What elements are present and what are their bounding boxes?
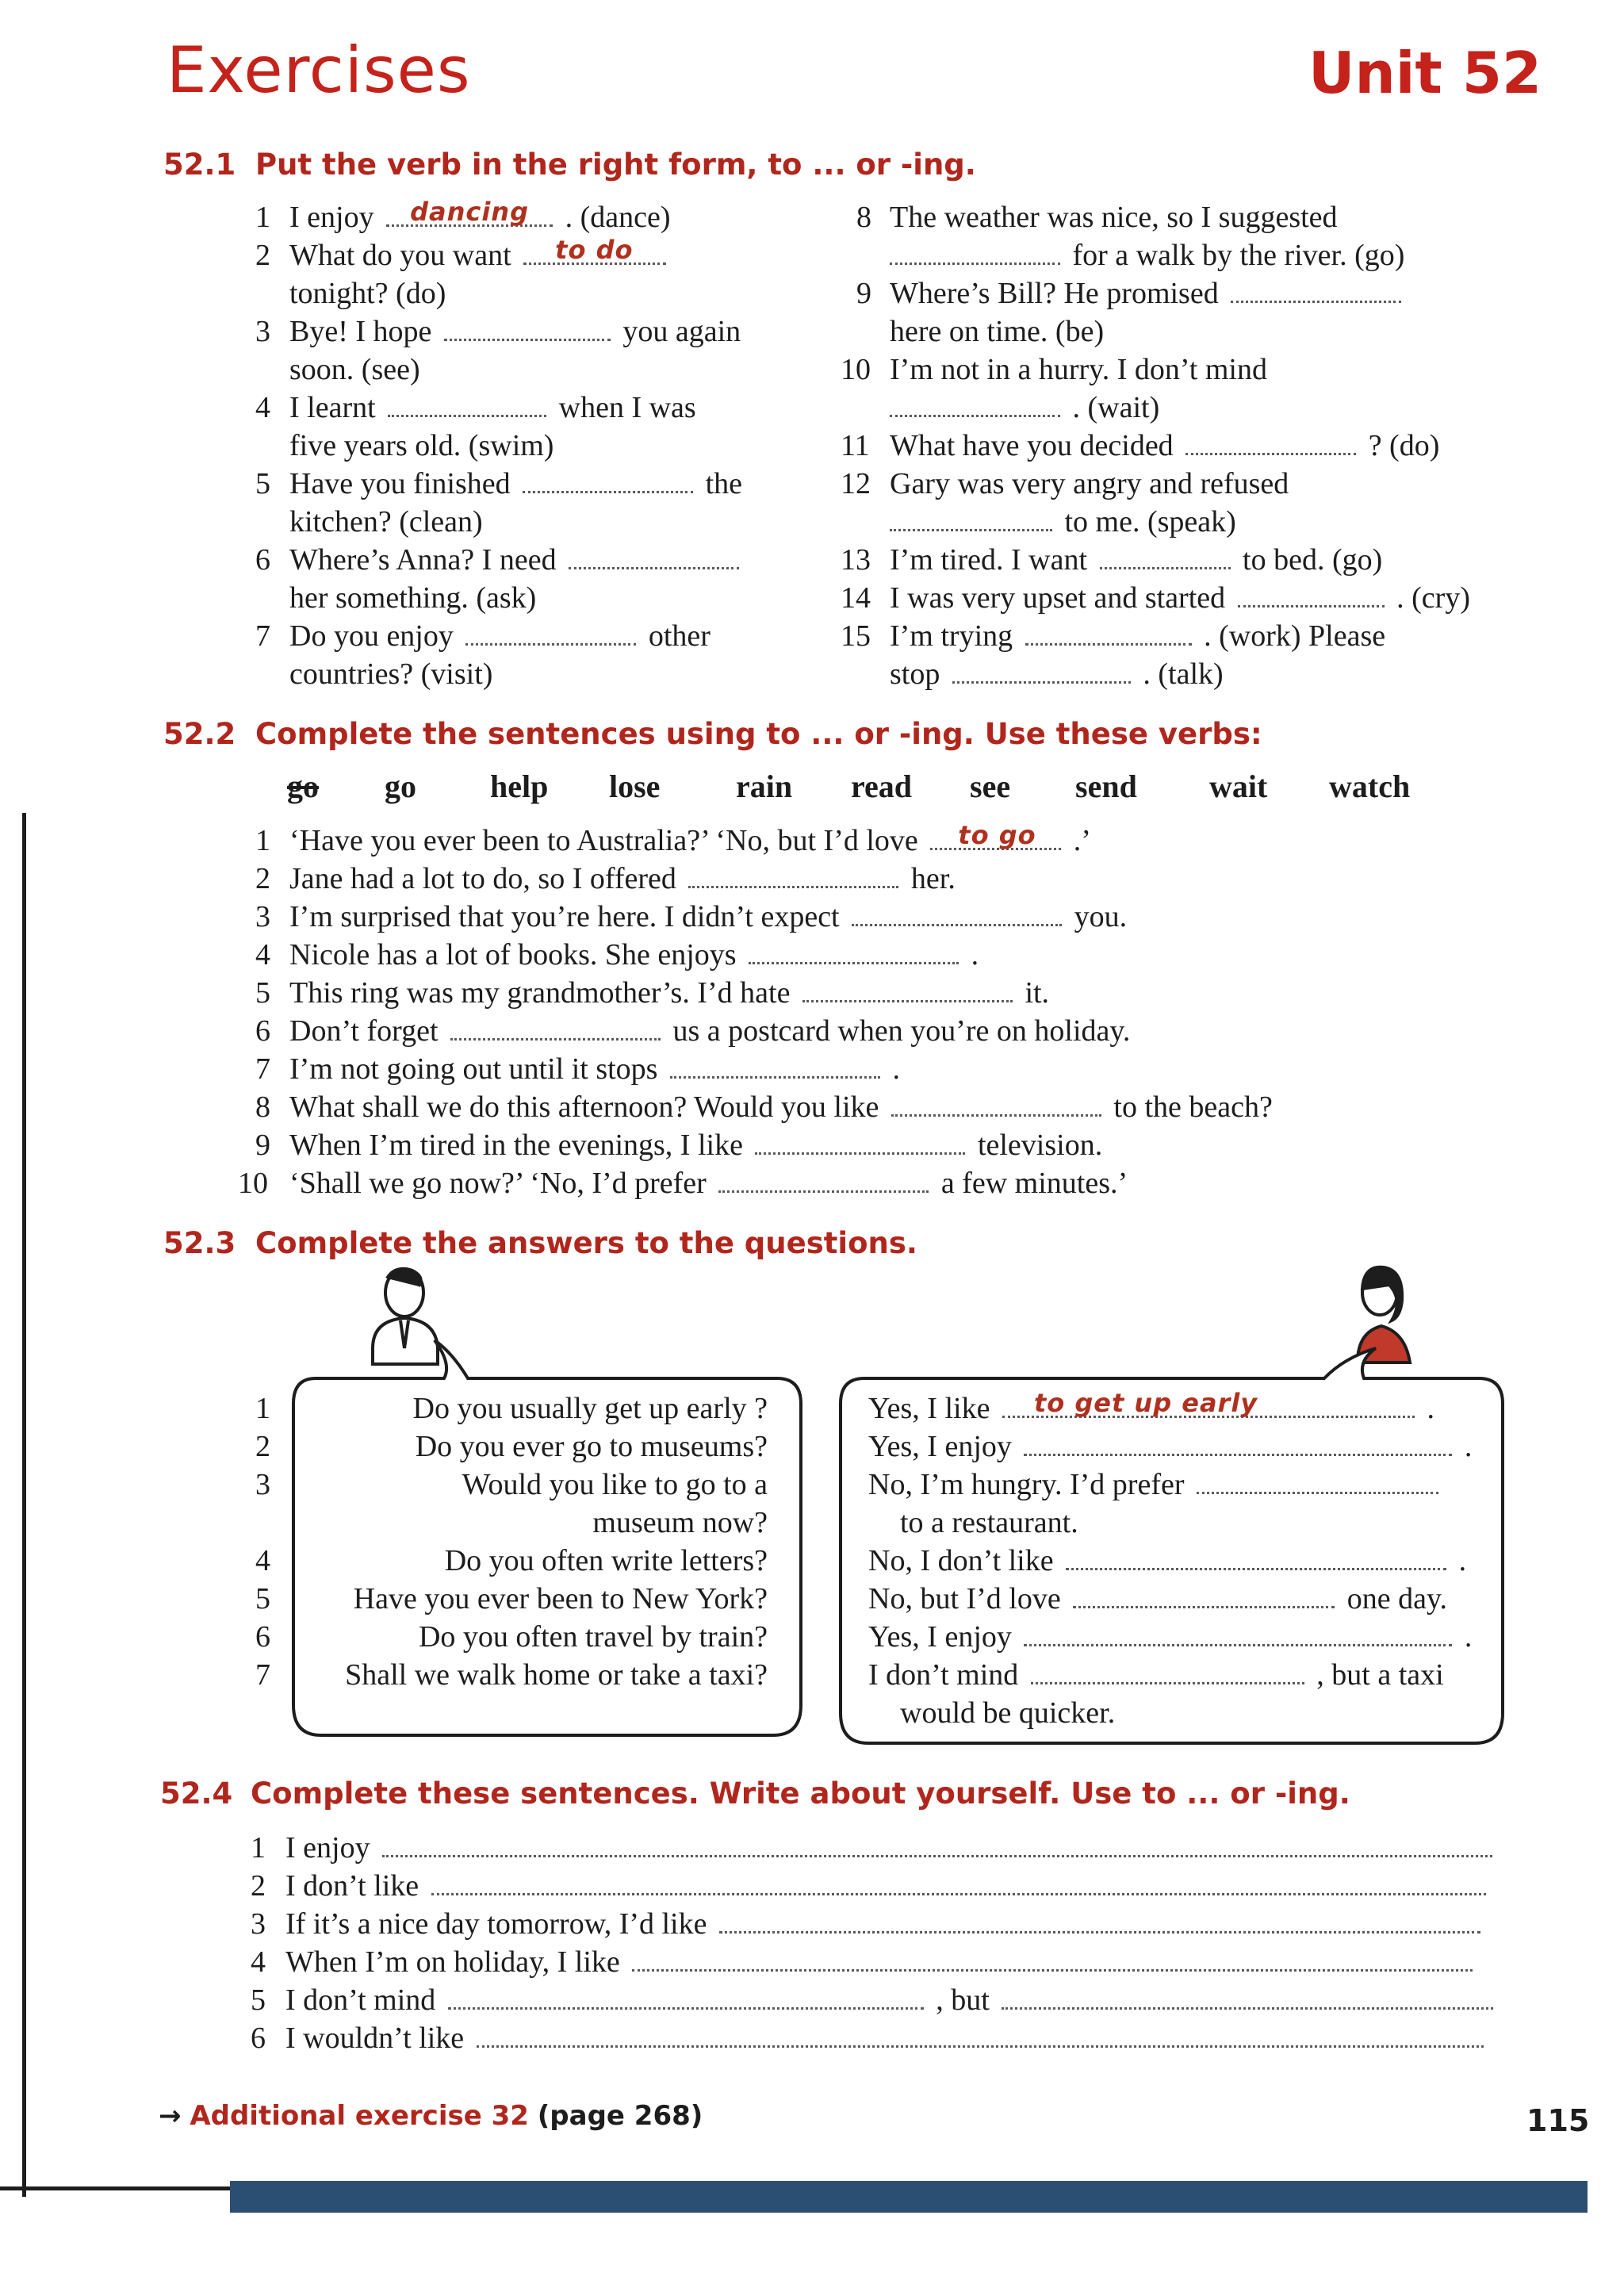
question-text: Shall we walk home or take a taxi?	[345, 1658, 768, 1692]
item-number: 4	[251, 1945, 266, 1979]
text: , but a taxi	[1316, 1658, 1444, 1692]
text: , but	[936, 1983, 990, 2017]
section-number-52-1: 52.1	[163, 148, 236, 182]
item-number: 3	[255, 315, 270, 348]
item-number: 3	[255, 1468, 270, 1501]
text: Do you enjoy	[289, 619, 454, 653]
text: here on time. (be)	[890, 315, 1105, 348]
text: I don’t like	[285, 1869, 419, 1903]
text: This ring was my grandmother’s. I’d hate	[289, 976, 791, 1010]
text: I enjoy	[289, 201, 374, 234]
answer-blank[interactable]	[1066, 1543, 1446, 1570]
question-text: Do you usually get up early ?	[412, 1392, 768, 1425]
ex1-item-5	[289, 465, 742, 503]
question-text: Would you like to go to a	[462, 1468, 768, 1501]
text: to the beach?	[1113, 1090, 1273, 1124]
answer-blank[interactable]	[1024, 1619, 1452, 1646]
ex4-item-2	[285, 1867, 1491, 1905]
bottom-color-bar	[230, 2181, 1588, 2213]
answer-blank[interactable]	[477, 2020, 1484, 2048]
text: to a restaurant.	[900, 1506, 1078, 1539]
ex2-item-4	[289, 936, 979, 974]
text: other	[648, 619, 710, 653]
handwritten-answer: to get up early	[1033, 1388, 1258, 1418]
item-number: 14	[841, 581, 871, 615]
text: her.	[910, 862, 956, 895]
item-number: 2	[255, 862, 270, 895]
text: countries? (visit)	[289, 657, 493, 691]
section-number-52-2: 52.2	[163, 717, 236, 751]
ex2-item-3	[289, 898, 1127, 936]
answer-blank[interactable]	[382, 1830, 1492, 1857]
answer-blank[interactable]	[1024, 1428, 1452, 1456]
item-number: 9	[856, 277, 871, 310]
text: one day.	[1346, 1582, 1447, 1615]
text: five years old. (swim)	[289, 429, 554, 462]
ex1-item-10	[890, 389, 1159, 427]
text: I’m surprised that you’re here. I didn’t expect	[289, 900, 840, 933]
text: kitchen? (clean)	[289, 505, 483, 538]
item-number: 2	[255, 239, 270, 272]
text: I’m not in a hurry. I don’t mind	[890, 353, 1267, 386]
answer-blank[interactable]	[1002, 1982, 1493, 2010]
answer-blank[interactable]	[749, 937, 959, 964]
item-number: 13	[841, 543, 871, 577]
text: stop	[890, 657, 940, 691]
text: The weather was nice, so I suggested	[890, 201, 1338, 234]
unit-label: Unit 52	[1308, 40, 1542, 106]
ex4-item-5	[285, 1981, 1498, 2019]
additional-exercise-link[interactable]	[159, 2100, 703, 2132]
text: Nicole has a lot of books. She enjoys	[289, 938, 737, 972]
text: When I’m on holiday, I like	[285, 1945, 620, 1979]
item-number: 7	[255, 1052, 270, 1086]
ex1-item-3	[289, 312, 741, 351]
item-number: 10	[841, 353, 871, 386]
answer-blank[interactable]	[852, 899, 1062, 926]
text: No, but I’d love	[868, 1582, 1061, 1615]
verb-example: go	[287, 768, 319, 804]
item-number: 9	[255, 1129, 270, 1162]
text: it.	[1025, 976, 1050, 1010]
answer-blank[interactable]	[431, 1868, 1486, 1895]
item-number: 1	[255, 201, 270, 234]
ex2-item-1	[289, 822, 1091, 860]
ex1-item-4	[289, 389, 696, 427]
ex1-item-12	[890, 503, 1236, 541]
verb: help	[490, 768, 549, 804]
item-number: 6	[251, 2022, 266, 2055]
answer-blank[interactable]	[1185, 427, 1356, 455]
ex1-item-15-line2	[890, 655, 1224, 693]
item-number: 4	[255, 938, 270, 972]
text: I learnt	[289, 391, 376, 424]
answer-blank[interactable]	[1100, 542, 1231, 569]
ex2-item-8	[289, 1088, 1273, 1126]
man-figure	[373, 1269, 438, 1364]
item-number: 2	[251, 1869, 266, 1903]
woman-figure	[1358, 1267, 1410, 1362]
ex1-item-14	[890, 579, 1470, 617]
answer-blank[interactable]	[444, 313, 611, 341]
item-number: 1	[255, 824, 270, 857]
question-text: museum now?	[592, 1506, 768, 1539]
answer-blank[interactable]	[388, 389, 546, 417]
ex2-item-6	[289, 1012, 1130, 1050]
text: ? (do)	[1368, 429, 1440, 462]
text: What have you decided	[890, 429, 1174, 462]
item-number: 4	[255, 1544, 270, 1577]
text: television.	[977, 1129, 1103, 1162]
answer-blank[interactable]	[802, 975, 1013, 1002]
text: What shall we do this afternoon? Would you like	[289, 1090, 879, 1124]
answer-line-3	[868, 1466, 1443, 1504]
text: would be quicker.	[900, 1696, 1116, 1730]
text: If it’s a nice day tomorrow, I’d like	[285, 1907, 707, 1941]
header-title: Exercises	[167, 33, 471, 107]
answer-blank[interactable]	[1238, 580, 1385, 607]
answer-blank[interactable]	[755, 1127, 965, 1155]
item-number: 12	[841, 467, 871, 500]
item-number: 4	[255, 391, 270, 424]
text: Yes, I enjoy	[868, 1430, 1012, 1463]
text: . (talk)	[1143, 657, 1224, 691]
text: Have you finished	[289, 467, 511, 500]
answer-line-5	[868, 1580, 1447, 1618]
answer-blank[interactable]	[890, 504, 1052, 531]
text: a few minutes.’	[940, 1167, 1128, 1200]
ex1-item-15	[890, 617, 1385, 655]
item-number: 11	[841, 429, 870, 462]
text: the	[705, 467, 743, 500]
bottom-rule	[0, 2186, 230, 2190]
ex4-item-4	[285, 1943, 1477, 1981]
section-number-52-4: 52.4	[160, 1776, 233, 1811]
handwritten-answer: to do	[555, 235, 634, 265]
text: Jane had a lot to do, so I offered	[289, 862, 676, 895]
answer-blank[interactable]	[688, 860, 898, 888]
text: .	[971, 938, 979, 972]
answer-blank[interactable]	[890, 389, 1060, 417]
item-number: 8	[255, 1090, 270, 1124]
verb: see	[970, 768, 1011, 804]
ex1-item-13	[890, 541, 1382, 579]
text: us a postcard when you’re on holiday.	[672, 1014, 1131, 1048]
ex1-item-8	[890, 236, 1404, 274]
text: .	[1464, 1620, 1473, 1654]
text: when I was	[558, 391, 696, 424]
text: I enjoy	[285, 1831, 370, 1865]
answer-blank[interactable]	[632, 1944, 1473, 1972]
page-reference: (page 268)	[537, 2100, 703, 2132]
text: to me. (speak)	[1064, 505, 1236, 538]
question-text: Do you often travel by train?	[418, 1620, 768, 1654]
text: . (wait)	[1072, 391, 1160, 424]
item-number: 7	[255, 619, 270, 653]
answer-blank[interactable]	[1197, 1466, 1438, 1494]
item-number: 3	[251, 1907, 266, 1941]
handwritten-answer: to go	[958, 820, 1036, 850]
answer-blank[interactable]	[386, 199, 553, 227]
item-number: 10	[238, 1167, 268, 1200]
answer-blank[interactable]	[569, 542, 739, 569]
text: her something. (ask)	[289, 581, 537, 615]
arrow-icon: →	[159, 2100, 182, 2132]
text: I was very upset and started	[890, 581, 1226, 615]
answer-blank[interactable]	[670, 1051, 880, 1079]
answer-blank[interactable]	[890, 237, 1060, 265]
answer-blank[interactable]	[952, 656, 1131, 684]
ex1-item-11	[890, 427, 1439, 465]
verb: wait	[1209, 768, 1268, 804]
text: Don’t forget	[289, 1014, 439, 1048]
text: you.	[1074, 900, 1128, 933]
answer-line-4	[868, 1542, 1466, 1580]
section-title-52-3: Complete the answers to the questions.	[255, 1226, 917, 1260]
section-title-52-4: Complete these sentences. Write about yourself. Use to ... or -ing.	[251, 1776, 1350, 1811]
text: ‘Have you ever been to Australia?’ ‘No, but I’d love	[289, 824, 918, 857]
item-number: 1	[251, 1831, 266, 1865]
answer-blank[interactable]	[1231, 275, 1401, 303]
item-number: 5	[255, 1582, 270, 1615]
answer-line-7	[868, 1656, 1444, 1694]
ex2-item-10	[289, 1164, 1128, 1202]
text: I don’t mind	[868, 1658, 1019, 1692]
text: tonight? (do)	[289, 277, 446, 310]
text: What do you want	[289, 239, 511, 272]
ex2-item-9	[289, 1126, 1102, 1164]
question-text: Have you ever been to New York?	[353, 1582, 768, 1615]
item-number: 8	[856, 201, 871, 234]
ex1-item-6	[289, 541, 744, 579]
answer-line-1	[868, 1389, 1434, 1428]
text: . (cry)	[1396, 581, 1470, 615]
item-number: 6	[255, 1014, 270, 1048]
ex2-item-2	[289, 860, 956, 898]
text: I don’t mind	[285, 1983, 436, 2017]
answer-blank[interactable]	[1002, 1390, 1415, 1418]
answer-blank[interactable]	[1031, 1657, 1304, 1684]
text: .	[1427, 1392, 1434, 1425]
ex1-item-2	[289, 236, 671, 274]
question-text: Do you often write letters?	[444, 1544, 768, 1577]
item-number: 6	[255, 1620, 270, 1654]
page-number: 115	[1526, 2103, 1590, 2138]
item-number: 1	[255, 1392, 270, 1425]
text: .	[892, 1052, 900, 1086]
answer-blank[interactable]	[718, 1165, 929, 1193]
answer-blank[interactable]	[930, 822, 1061, 850]
section-title-52-1: Put the verb in the right form, to ... or -ing.	[255, 148, 976, 182]
text: Bye! I hope	[289, 315, 432, 348]
item-number: 2	[255, 1430, 270, 1463]
text: soon. (see)	[289, 353, 420, 386]
item-number: 5	[255, 976, 270, 1010]
ex1-item-9	[890, 274, 1406, 312]
text: Where’s Anna? I need	[289, 543, 557, 577]
ex1-item-7	[289, 617, 710, 655]
item-number: 5	[255, 467, 270, 500]
verb: rain	[736, 768, 793, 804]
ex4-item-3	[285, 1905, 1485, 1943]
text: for a walk by the river. (go)	[1072, 239, 1405, 272]
item-number: 5	[251, 1983, 266, 2017]
verb: lose	[609, 768, 661, 804]
answer-blank[interactable]	[1073, 1581, 1335, 1608]
answer-blank[interactable]	[719, 1906, 1480, 1933]
answer-blank[interactable]	[448, 1982, 924, 2010]
text: I’m tired. I want	[890, 543, 1088, 577]
ex4-item-6	[285, 2019, 1488, 2057]
text: to bed. (go)	[1243, 543, 1383, 577]
section-title-52-2: Complete the sentences using to ... or -ing. Use these verbs:	[255, 717, 1262, 751]
item-number: 15	[841, 619, 871, 653]
text: I’m trying	[890, 619, 1013, 653]
text: No, I don’t like	[868, 1544, 1054, 1577]
answer-blank[interactable]	[465, 618, 636, 646]
ex2-item-5	[289, 974, 1049, 1012]
verb: send	[1075, 768, 1137, 804]
text: . (dance)	[565, 201, 671, 234]
answer-line-2	[868, 1428, 1472, 1466]
section-number-52-3: 52.3	[163, 1226, 236, 1260]
left-edge-line	[22, 813, 26, 2197]
answer-line-6	[868, 1618, 1472, 1656]
text: .	[1458, 1544, 1467, 1577]
text: .’	[1073, 824, 1091, 857]
verb: watch	[1329, 768, 1411, 804]
question-text: Do you ever go to museums?	[415, 1430, 768, 1463]
answer-blank[interactable]	[450, 1013, 661, 1041]
text: I wouldn’t like	[285, 2022, 465, 2055]
answer-blank[interactable]	[523, 466, 693, 493]
text: Gary was very angry and refused	[890, 467, 1289, 500]
text: I’m not going out until it stops	[289, 1052, 658, 1086]
text: . (work) Please	[1204, 619, 1386, 653]
answer-blank[interactable]	[523, 237, 666, 265]
item-number: 3	[255, 900, 270, 933]
text: you again	[622, 315, 741, 348]
answer-blank[interactable]	[1025, 618, 1192, 646]
handwritten-answer: dancing	[410, 197, 529, 227]
text: ‘Shall we go now?’ ‘No, I’d prefer	[289, 1167, 707, 1200]
verb: go	[385, 768, 416, 804]
ex4-item-1	[285, 1829, 1497, 1867]
item-number: 7	[255, 1658, 270, 1692]
text: Yes, I enjoy	[868, 1620, 1012, 1654]
link-text: Additional exercise 32	[190, 2100, 529, 2132]
answer-blank[interactable]	[891, 1089, 1101, 1117]
item-number: 6	[255, 543, 270, 577]
text: .	[1464, 1430, 1473, 1463]
text: Where’s Bill? He promised	[890, 277, 1219, 310]
text: When I’m tired in the evenings, I like	[289, 1129, 743, 1162]
verb: read	[851, 768, 913, 804]
text: No, I’m hungry. I’d prefer	[868, 1468, 1185, 1501]
ex2-item-7	[289, 1050, 900, 1088]
text: Yes, I like	[868, 1392, 990, 1425]
